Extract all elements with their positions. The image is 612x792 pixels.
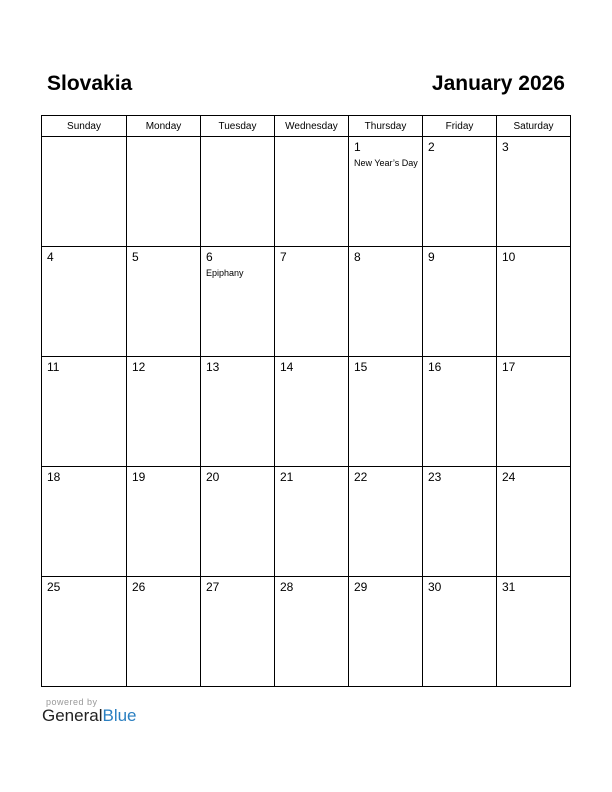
week-row — [42, 357, 571, 467]
day-number: 25 — [47, 580, 61, 594]
powered-by-text: powered by — [46, 697, 98, 707]
day-cell — [127, 137, 201, 247]
day-cell — [497, 247, 571, 357]
day-cell — [423, 137, 497, 247]
day-number: 2 — [428, 140, 435, 154]
day-number: 3 — [502, 140, 509, 154]
day-number: 23 — [428, 470, 442, 484]
day-cell — [423, 247, 497, 357]
day-number: 19 — [132, 470, 146, 484]
calendar-grid — [41, 115, 571, 687]
country-title: Slovakia — [47, 72, 133, 95]
day-number: 22 — [354, 470, 368, 484]
day-number: 8 — [354, 250, 361, 264]
day-cell — [349, 137, 423, 247]
day-cell — [349, 247, 423, 357]
day-number: 15 — [354, 360, 368, 374]
day-cell — [42, 357, 127, 467]
day-number: 27 — [206, 580, 220, 594]
day-number: 28 — [280, 580, 294, 594]
day-cell — [423, 467, 497, 577]
day-number: 21 — [280, 470, 294, 484]
day-header-wednesday: Wednesday — [275, 116, 349, 137]
holiday-label: Epiphany — [206, 268, 244, 278]
footer-logo — [42, 697, 137, 726]
day-cell — [127, 247, 201, 357]
day-header-sunday: Sunday — [42, 116, 127, 137]
day-cell — [275, 577, 349, 687]
day-cell — [497, 137, 571, 247]
day-cell — [42, 137, 127, 247]
day-cell — [275, 247, 349, 357]
day-number: 30 — [428, 580, 442, 594]
day-header-monday: Monday — [127, 116, 201, 137]
day-cell — [201, 137, 275, 247]
day-number: 9 — [428, 250, 435, 264]
day-number: 5 — [132, 250, 139, 264]
holiday-label: New Year’s Day — [354, 158, 418, 168]
brand-blue: Blue — [102, 706, 137, 725]
day-number: 16 — [428, 360, 442, 374]
day-cell — [127, 357, 201, 467]
day-header-thursday: Thursday — [349, 116, 423, 137]
day-cell — [201, 577, 275, 687]
day-cell — [349, 357, 423, 467]
month-title: January 2026 — [431, 72, 565, 95]
day-number: 18 — [47, 470, 61, 484]
day-number: 26 — [132, 580, 146, 594]
day-header-saturday: Saturday — [497, 116, 571, 137]
day-cell — [497, 467, 571, 577]
day-cell — [423, 577, 497, 687]
day-number: 20 — [206, 470, 220, 484]
day-cell — [275, 467, 349, 577]
day-number: 12 — [132, 360, 146, 374]
day-number: 17 — [502, 360, 516, 374]
day-number: 4 — [47, 250, 54, 264]
day-number: 11 — [47, 360, 60, 374]
day-cell — [42, 247, 127, 357]
day-cell — [201, 357, 275, 467]
day-number: 29 — [354, 580, 368, 594]
day-number: 14 — [280, 360, 294, 374]
day-cell — [275, 137, 349, 247]
day-number: 7 — [280, 250, 287, 264]
day-cell — [349, 577, 423, 687]
day-header-friday: Friday — [423, 116, 497, 137]
day-number: 1 — [354, 140, 361, 154]
brand-general: General — [42, 706, 103, 725]
day-number: 6 — [206, 250, 213, 264]
week-row — [42, 137, 571, 247]
day-cell — [127, 577, 201, 687]
day-header-tuesday: Tuesday — [201, 116, 275, 137]
day-number: 10 — [502, 250, 516, 264]
day-cell — [497, 357, 571, 467]
day-cell — [497, 577, 571, 687]
day-cell — [42, 577, 127, 687]
day-number: 31 — [502, 580, 516, 594]
day-cell — [201, 247, 275, 357]
day-cell — [127, 467, 201, 577]
day-cell — [201, 467, 275, 577]
day-cell — [349, 467, 423, 577]
day-number: 13 — [206, 360, 220, 374]
week-row — [42, 247, 571, 357]
day-cell — [275, 357, 349, 467]
day-cell — [42, 467, 127, 577]
day-cell — [423, 357, 497, 467]
week-row — [42, 467, 571, 577]
week-row — [42, 577, 571, 687]
day-number: 24 — [502, 470, 516, 484]
